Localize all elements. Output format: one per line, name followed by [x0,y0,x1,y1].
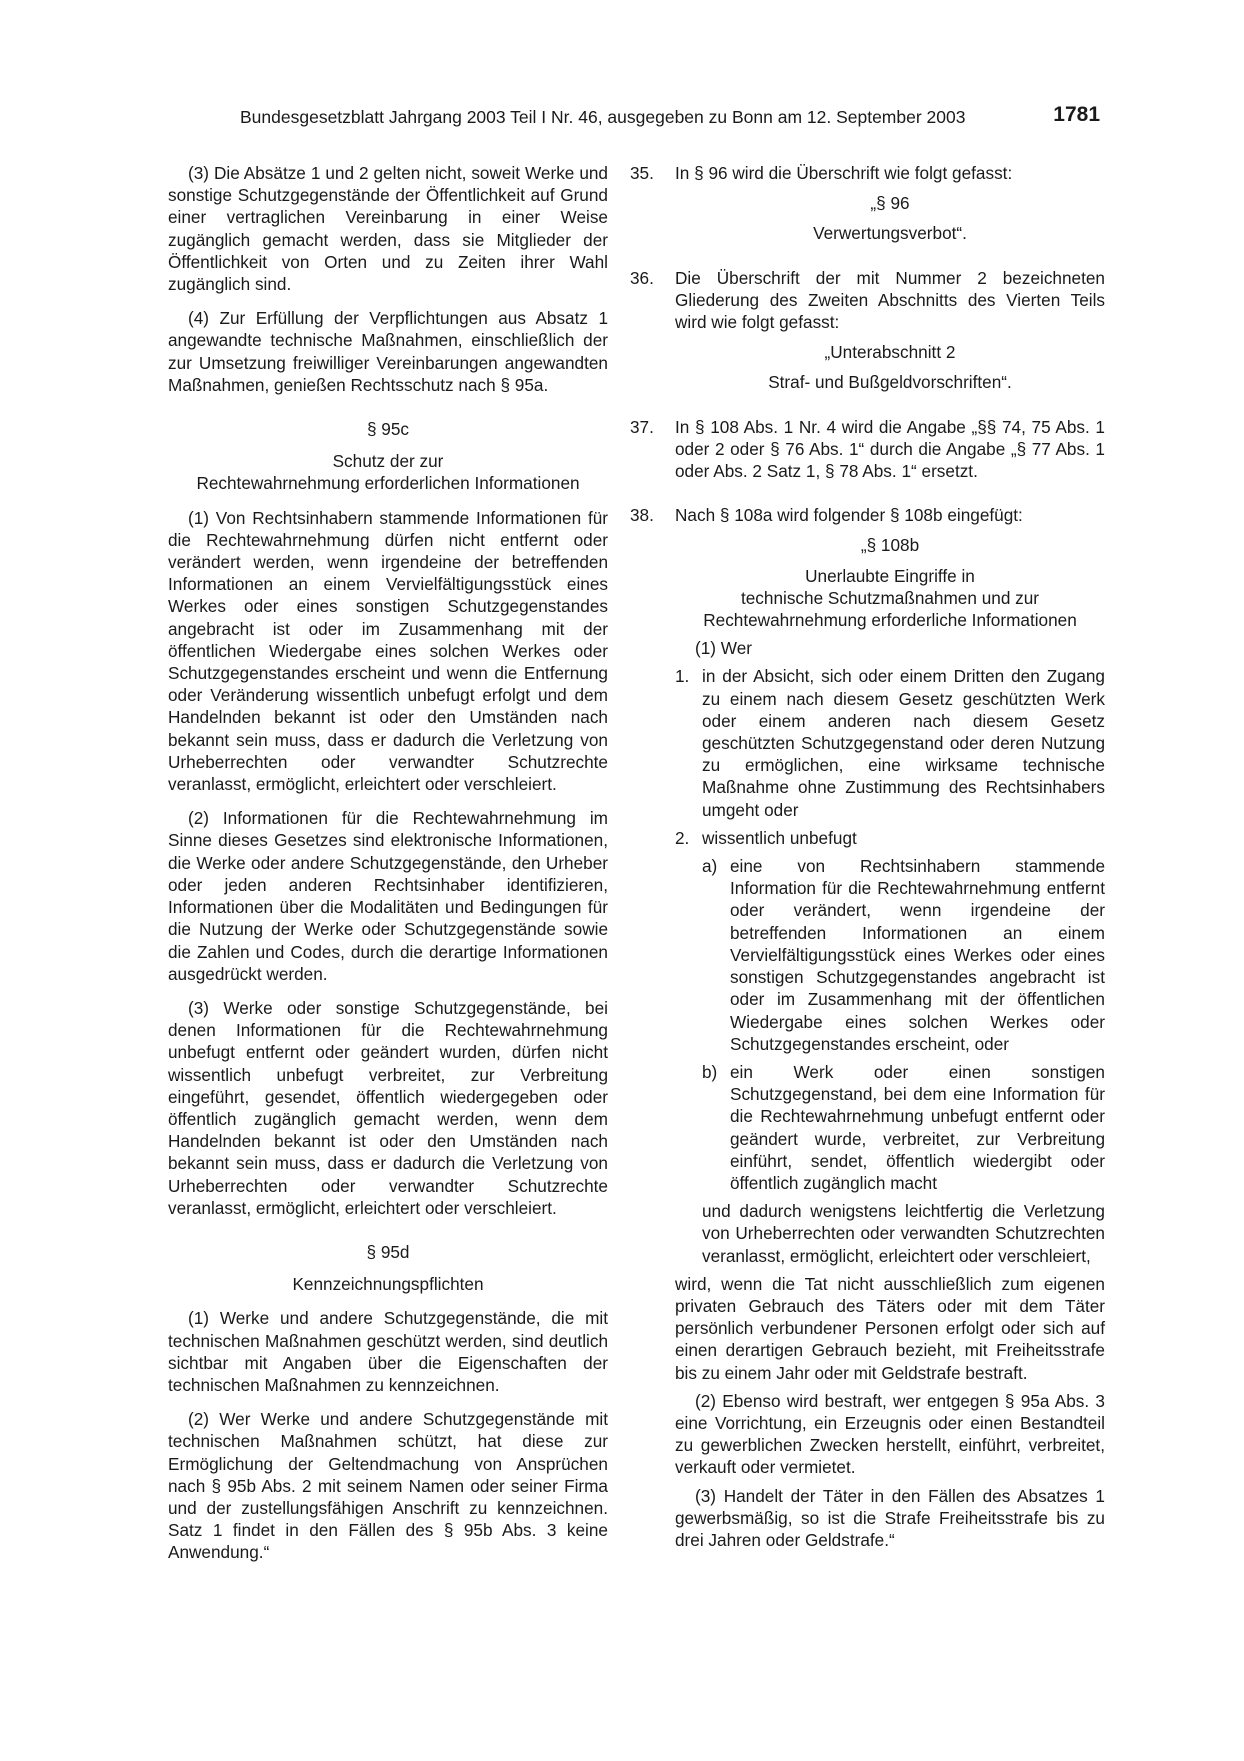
quoted-heading: technische Schutzmaßnahmen und zur [740,587,1040,608]
item-number: 36. [630,267,654,288]
paragraph: (1) Von Rechtsinhabern stammende Informationen für die Rechtewahrnehmung dürfen nicht entfernt oder verändert werden, wenn irgendeine der betreffenden Informationen an einem Vervielfältigungsstück eines Werkes oder eines sonstigen Schutzgegenstandes angebracht ist oder im Zusammenhang mit der öffentlichen Wiedergabe eines solchen Werkes oder Schutzgegenstandes erscheint und wenn die Entfernung oder Veränderung wissentlich unbefugt erfolgt und dem Handelnden bekannt ist oder den Umständen nach bekannt sein muss, dass er dadurch die Verletzung von Urheberrechten oder verwandter Schutzrechte veranlasst, ermöglicht, erleichtert oder verschleiert. [168,507,608,795]
left-column [168,162,608,1564]
quoted-heading: „Unterabschnitt 2 [824,342,956,363]
lettered-clause [702,855,1105,1055]
clause-number: 2. [675,827,690,848]
numbered-clause [675,665,1105,820]
item-number: 35. [630,163,654,183]
clause-letter: a) [702,856,718,877]
item-number: 38. [630,505,654,526]
paragraph: (4) Zur Erfüllung der Verpflichtungen aus Absatz 1 angewandte technische Maßnahmen, einschließlich der zur Umsetzung freiwilliger Vereinbarungen angewandten Maßnahmen, genießen Rechtsschutz nach § 95a. [168,308,608,395]
section-number: § 95d [366,1241,410,1262]
list-item [630,504,1105,1551]
paragraph: (2) Wer Werke und andere Schutzgegenstände mit technischen Maßnahmen schützt, hat diese zur Ermöglichung der Geltendmachung von Ansprüchen nach § 95b Abs. 2 mit seinem Namen oder seiner Firma und der zustellungsfähigen Anschrift zu kennzeichnen. Satz 1 findet in den Fällen des § 95b Abs. 3 keine Anwendung.“ [168,1409,608,1563]
paragraph: (3) Handelt der Täter in den Fällen des Absatzes 1 gewerbsmäßig, so ist die Strafe Freiheitsstrafe bis zu drei Jahren oder Geldstrafe.“ [675,1485,1105,1550]
paragraph: (3) Die Absätze 1 und 2 gelten nicht, soweit Werke und sonstige Schutzgegenstände der Öffentlichkeit auf Grund einer vertraglichen Vereinbarung in einer Weise zugänglich gemacht werden, dass sie Mitglieder der Öffentlichkeit von Orten und zu Zeiten ihrer Wahl zugänglich sind. [168,163,608,295]
clause-text: ein Werk oder einen sonstigen Schutzgegenstand, bei dem eine Information für die Rechtewahrnehmung unbefugt entfernt oder geändert wurde, verbreitet, zur Verbreitung einführt, sendet, öffentlich wiedergibt oder öffentlich zugänglich macht [730,1061,1105,1193]
lettered-clause [702,1061,1105,1194]
item-number: 37. [630,416,654,437]
clause-text: und dadurch wenigstens leichtfertig die Verletzung von Urheberrechten oder verwandten Schutzrechten veranlasst, ermöglicht, erleichtert oder verschleiert, [702,1201,1105,1266]
item-text: Nach § 108a wird folgender § 108b eingefügt: [675,505,1023,526]
clause-text: eine von Rechtsinhabern stammende Information für die Rechtewahrnehmung entfernt oder verändert, wenn irgendeine der betreffenden Informationen an einem Vervielfältigungsstück eines Werkes oder eines sonstigen Schutzgegenstandes angebracht ist oder im Zusammenhang mit der öffentlichen Wiedergabe eines solchen Werkes oder Schutzgegenstandes erscheint, oder [730,856,1105,1054]
page-number: 1781 [1053,103,1100,126]
section-title: Rechtewahrnehmung erforderlichen Informationen [196,473,580,494]
item-text: Die Überschrift der mit Nummer 2 bezeichneten Gliederung des Zweiten Abschnitts des Vierten Teils wird wie folgt gefasst: [675,267,1105,333]
item-text: In § 108 Abs. 1 Nr. 4 wird die Angabe „§§ 74, 75 Abs. 1 oder 2 oder § 76 Abs. 1“ durch die Angabe „§ 77 Abs. 1 oder Abs. 2 Satz 1, § 78 Abs. 1“ ersetzt. [675,416,1105,482]
quoted-heading: „§ 108b [860,535,920,556]
paragraph: (2) Ebenso wird bestraft, wer entgegen § 95a Abs. 3 eine Vorrichtung, ein Erzeugnis oder einen Bestandteil zu gewerblichen Zwecken herstellt, einführt, verbreitet, verkauft oder vermietet. [675,1390,1105,1478]
header-title: Bundesgesetzblatt Jahrgang 2003 Teil I Nr. 46, ausgegeben zu Bonn am 12. September 2003 [240,107,966,127]
list-item [630,267,1105,394]
quoted-heading: Rechtewahrnehmung erforderliche Informationen [703,610,1077,631]
paragraph: (3) Werke oder sonstige Schutzgegenstände, bei denen Informationen für die Rechtewahrnehmung unbefugt entfernt oder geändert wurden, dürfen nicht wissentlich unbefugt verbreitet, zur Verbreitung eingeführt, gesendet, öffentlich wiedergegeben oder öffentlich zugänglich gemacht werden, wenn dem Handelnden bekannt ist oder den Umständen nach bekannt sein muss, dass er dadurch die Verletzung von Urheberrechten oder verwandter Schutzrechte veranlasst, ermöglicht, erleichtert oder verschleiert. [168,997,608,1218]
quoted-heading: „§ 96 [870,193,910,214]
section-title: Kennzeichnungspflichten [292,1274,484,1295]
quoted-heading: Unerlaubte Eingriffe in [805,565,975,586]
paragraph: (2) Informationen für die Rechtewahrnehmung im Sinne dieses Gesetzes sind elektronische Informationen, die Werke oder andere Schutzgegenstände, den Urheber oder jeden anderen Rechtsinhaber identifizieren, Informationen über die Modalitäten und Bedingungen für die Nutzung der Werke oder Schutzgegenstände sowie die Zahlen und Codes, durch die derartige Informationen ausgedrückt werden. [168,808,608,984]
quoted-heading: Verwertungsverbot“. [813,223,967,244]
numbered-clause [675,827,1105,1267]
item-text: In § 96 wird die Überschrift wie folgt gefasst: [675,163,1013,183]
clause-text: wissentlich unbefugt [702,827,857,848]
list-item [630,416,1105,483]
paragraph: (1) Wer [695,638,752,659]
quoted-heading: Straf- und Bußgeldvorschriften“. [768,372,1012,393]
section-title: Schutz der zur [332,451,444,472]
list-item [630,162,1105,245]
clause-letter: b) [702,1061,718,1082]
paragraph: wird, wenn die Tat nicht ausschließlich zum eigenen privaten Gebrauch des Täters oder mit dem Täter persönlich verbundener Personen erfolgt oder sich auf einen derartigen Gebrauch bezieht, mit Freiheitsstrafe bis zu einem Jahr oder mit Geldstrafe bestraft. [675,1273,1105,1383]
right-column [630,162,1105,1551]
section-number: § 95c [366,419,410,440]
page-header [240,103,1100,133]
clause-text: in der Absicht, sich oder einem Dritten den Zugang zu einem nach diesem Gesetz geschützten Werk oder einem anderen nach diesem Gesetz geschützten Schutzgegenstand oder deren Nutzung zu ermöglichen, eine wirksame technische Maßnahme ohne Zustimmung des Rechtsinhabers umgeht oder [702,666,1105,820]
paragraph: (1) Werke und andere Schutzgegenstände, die mit technischen Maßnahmen geschützt werden, sind deutlich sichtbar mit Angaben über die Eigenschaften der technischen Maßnahmen zu kennzeichnen. [168,1308,608,1395]
clause-number: 1. [675,666,690,687]
